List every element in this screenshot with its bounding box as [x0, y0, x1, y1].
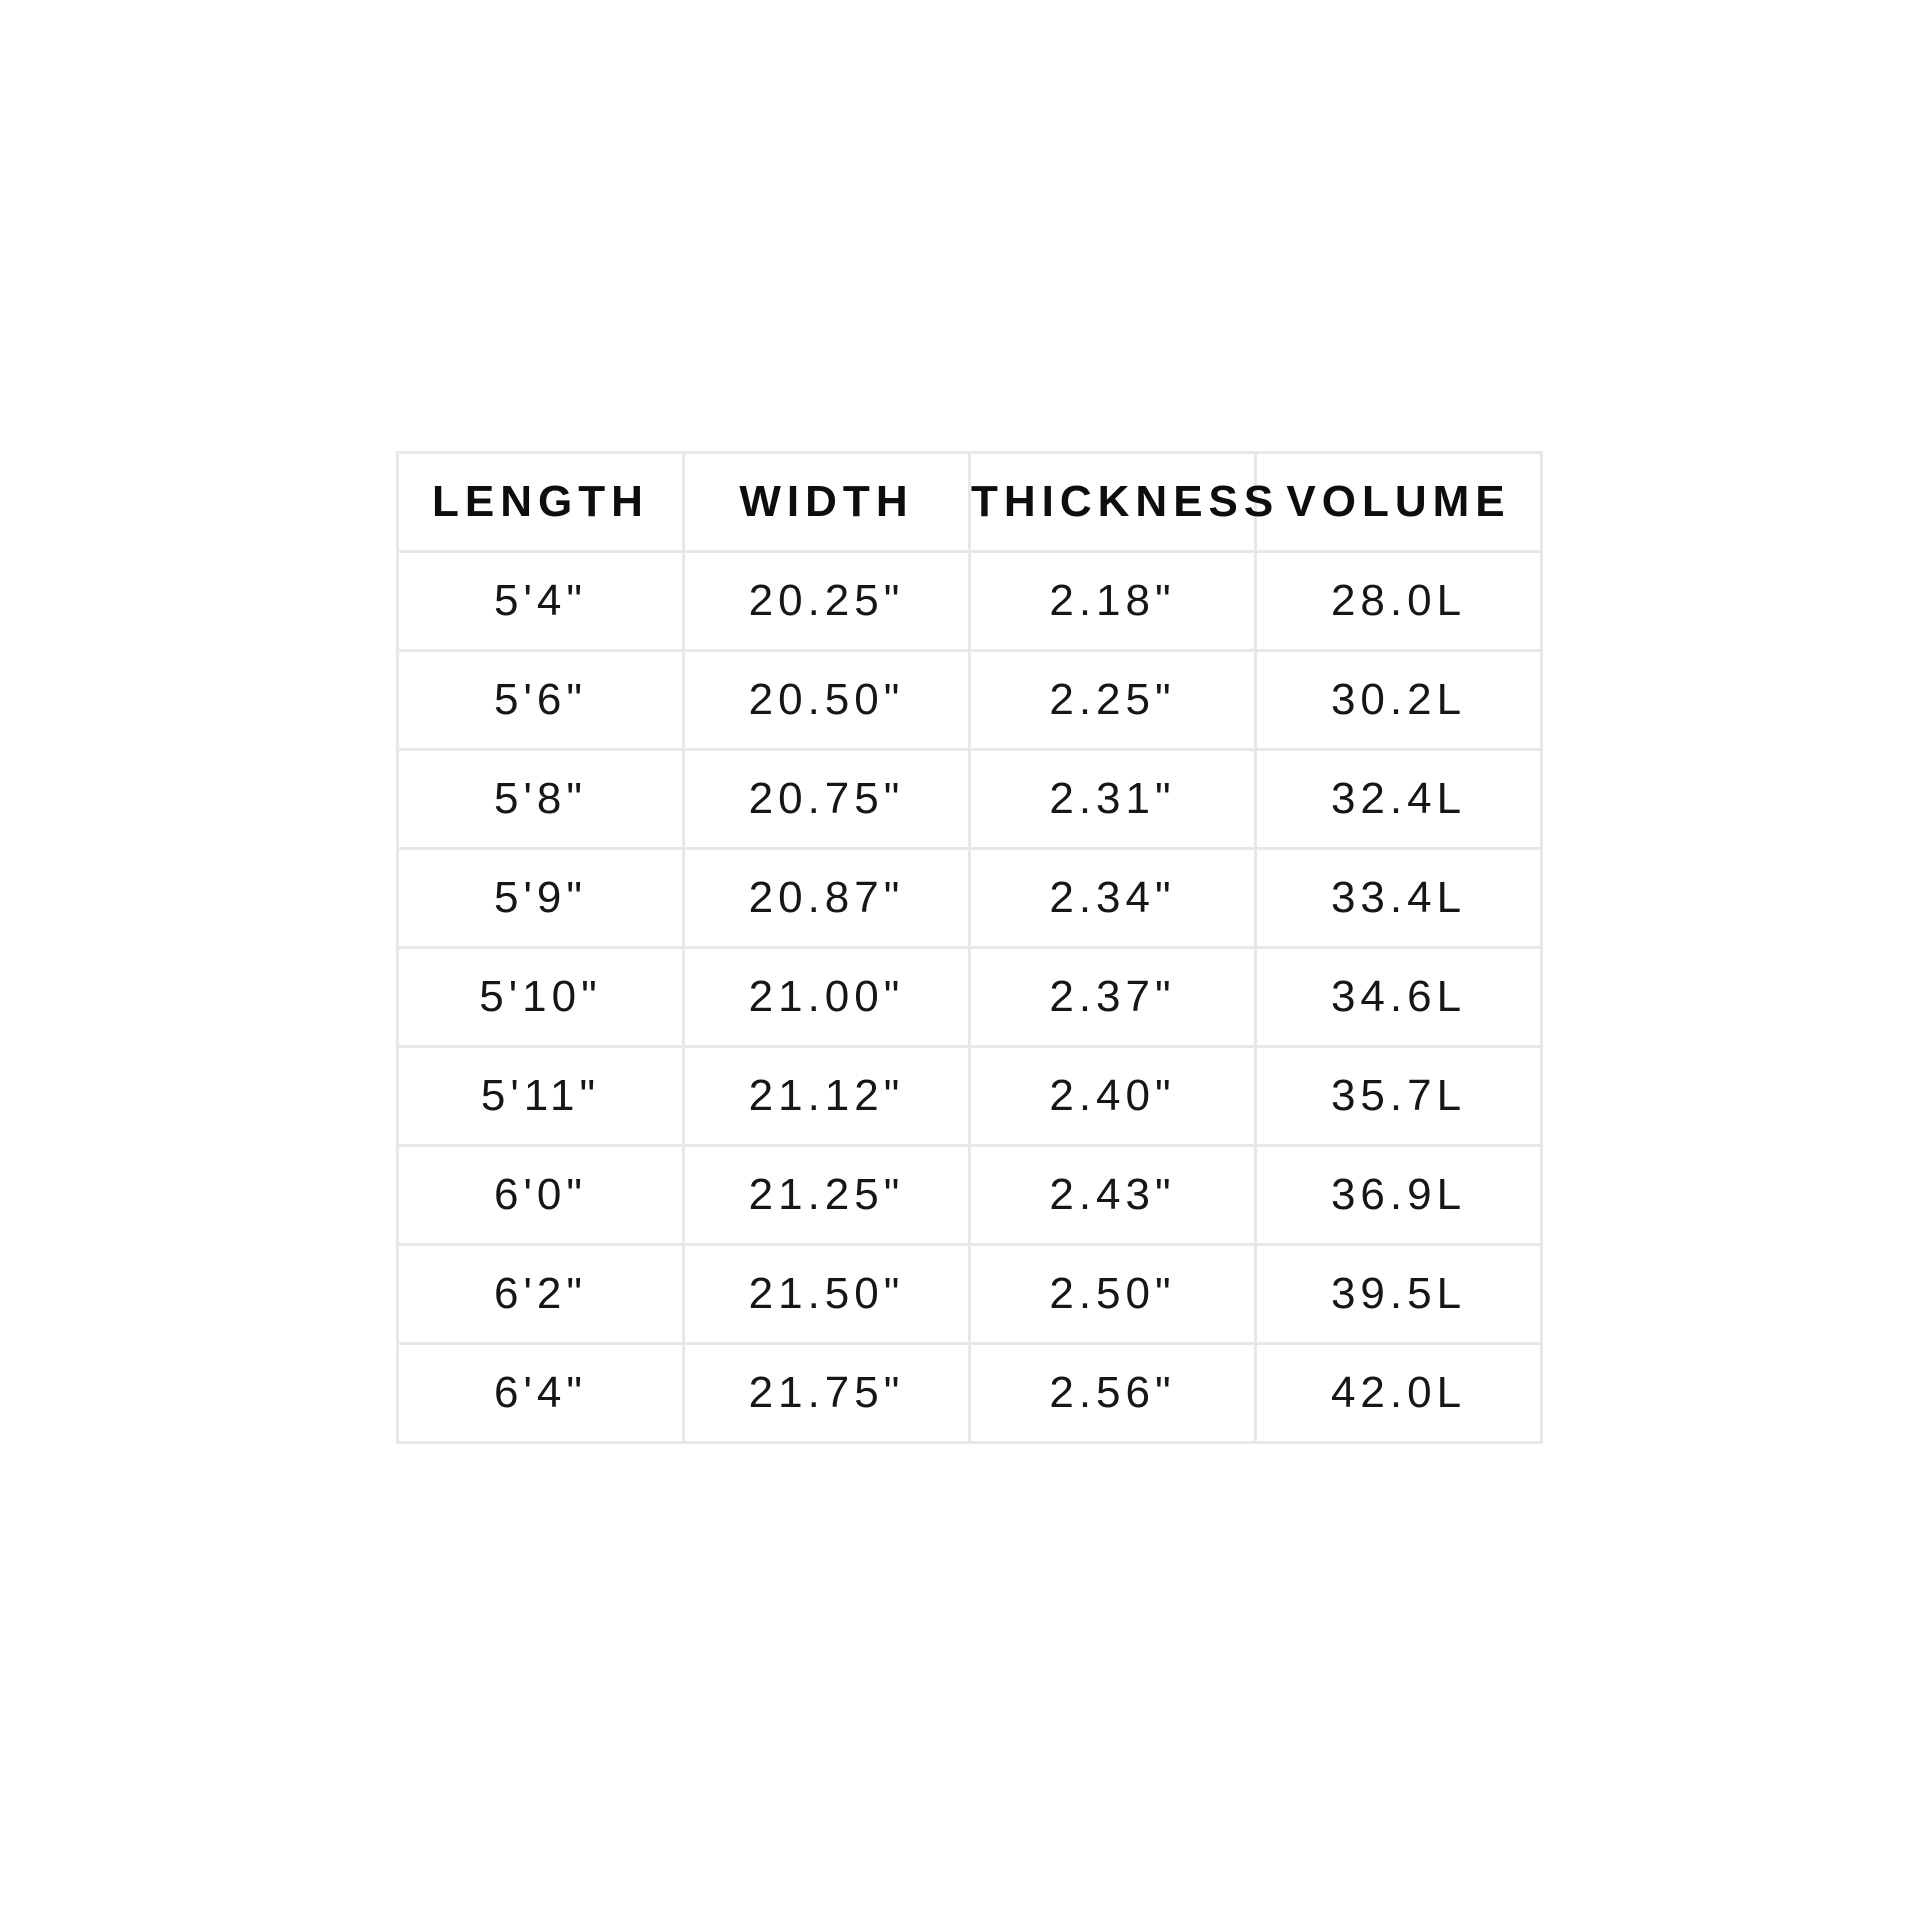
- cell-length: 5'11": [398, 1047, 684, 1146]
- cell-length: 5'9": [398, 849, 684, 948]
- cell-thickness: 2.31": [970, 750, 1256, 849]
- table-row: [398, 552, 1542, 651]
- cell-width: 20.75": [684, 750, 970, 849]
- header-volume: VOLUME: [1256, 453, 1542, 552]
- cell-volume: 39.5L: [1256, 1245, 1542, 1344]
- cell-width: 21.00": [684, 948, 970, 1047]
- table-row: [398, 651, 1542, 750]
- cell-volume: 42.0L: [1256, 1344, 1542, 1443]
- cell-thickness: 2.37": [970, 948, 1256, 1047]
- cell-thickness: 2.18": [970, 552, 1256, 651]
- table-row: [398, 849, 1542, 948]
- cell-volume: 36.9L: [1256, 1146, 1542, 1245]
- cell-thickness: 2.50": [970, 1245, 1256, 1344]
- cell-length: 5'8": [398, 750, 684, 849]
- table-row: [398, 1047, 1542, 1146]
- cell-width: 21.12": [684, 1047, 970, 1146]
- cell-volume: 35.7L: [1256, 1047, 1542, 1146]
- cell-thickness: 2.34": [970, 849, 1256, 948]
- cell-thickness: 2.43": [970, 1146, 1256, 1245]
- cell-width: 20.50": [684, 651, 970, 750]
- cell-width: 21.50": [684, 1245, 970, 1344]
- cell-width: 21.75": [684, 1344, 970, 1443]
- cell-length: 5'10": [398, 948, 684, 1047]
- cell-length: 6'4": [398, 1344, 684, 1443]
- cell-thickness: 2.56": [970, 1344, 1256, 1443]
- cell-thickness: 2.40": [970, 1047, 1256, 1146]
- cell-length: 5'4": [398, 552, 684, 651]
- cell-length: 6'0": [398, 1146, 684, 1245]
- table-row: [398, 948, 1542, 1047]
- table-row: [398, 750, 1542, 849]
- cell-thickness: 2.25": [970, 651, 1256, 750]
- cell-volume: 30.2L: [1256, 651, 1542, 750]
- cell-length: 6'2": [398, 1245, 684, 1344]
- cell-volume: 28.0L: [1256, 552, 1542, 651]
- header-width: WIDTH: [684, 453, 970, 552]
- cell-volume: 33.4L: [1256, 849, 1542, 948]
- cell-width: 20.25": [684, 552, 970, 651]
- header-length: LENGTH: [398, 453, 684, 552]
- cell-width: 21.25": [684, 1146, 970, 1245]
- header-row: [398, 453, 1542, 552]
- cell-width: 20.87": [684, 849, 970, 948]
- header-thickness: THICKNESS: [970, 453, 1256, 552]
- cell-volume: 34.6L: [1256, 948, 1542, 1047]
- table-row: [398, 1146, 1542, 1245]
- cell-length: 5'6": [398, 651, 684, 750]
- table-row: [398, 1245, 1542, 1344]
- size-chart-table: [396, 451, 1543, 1444]
- cell-volume: 32.4L: [1256, 750, 1542, 849]
- table-row: [398, 1344, 1542, 1443]
